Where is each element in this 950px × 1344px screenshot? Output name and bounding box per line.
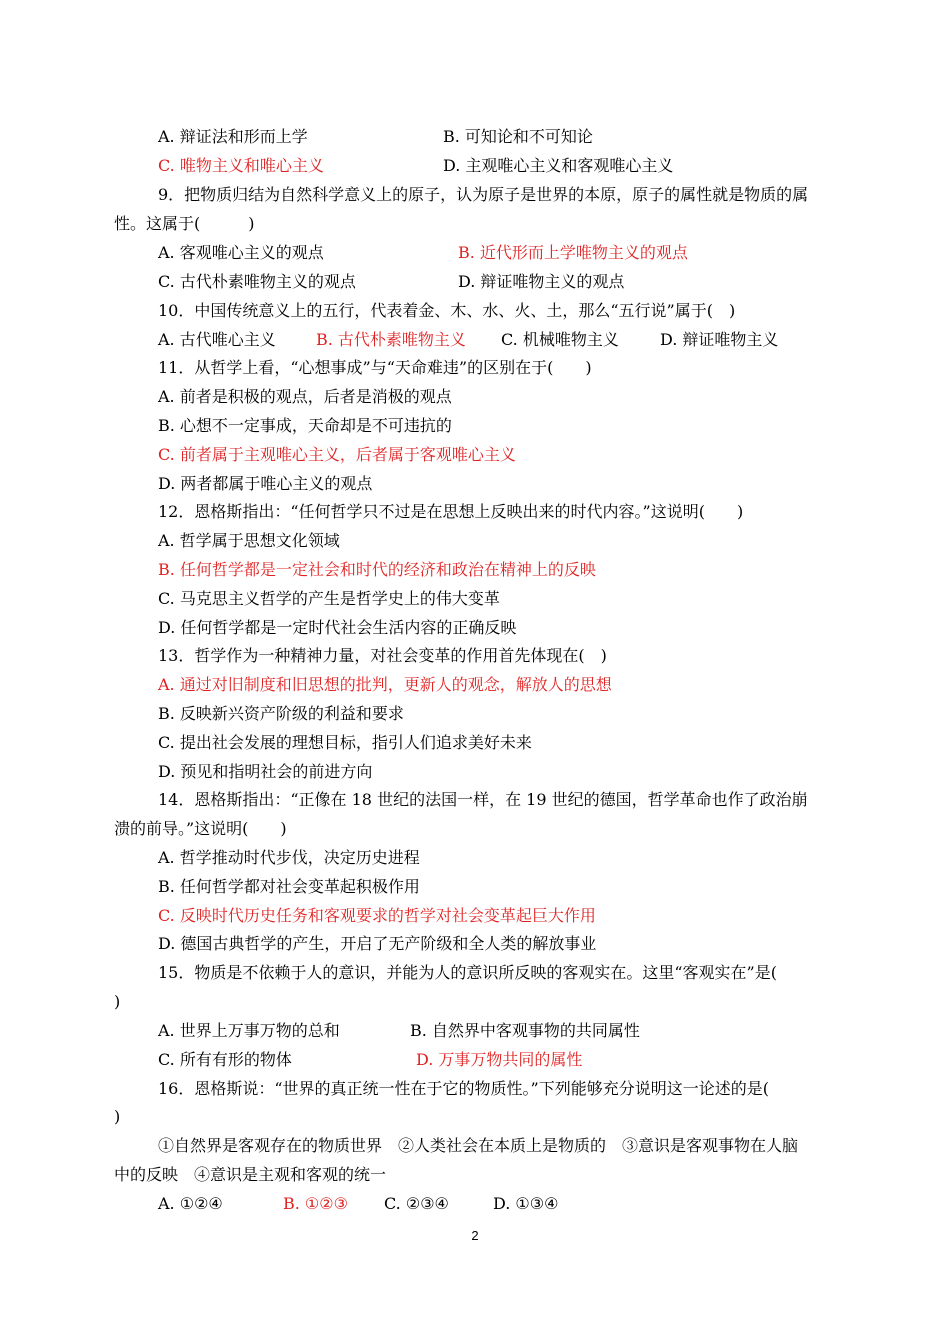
q10-option-a: A. 古代唯心主义 bbox=[158, 330, 276, 349]
q14-option-a: A. 哲学推动时代步伐，决定历史进程 bbox=[158, 848, 420, 867]
q14-option-c-answer: C. 反映时代历史任务和客观要求的哲学对社会变革起巨大作用 bbox=[158, 906, 596, 925]
q11-option-c-answer: C. 前者属于主观唯心主义，后者属于客观唯心主义 bbox=[158, 445, 516, 464]
q14-stem-cont: 溃的前导。”这说明( ) bbox=[114, 819, 287, 838]
q15-option-a: A. 世界上万事万物的总和 bbox=[158, 1021, 340, 1040]
q9-stem: 9．把物质归结为自然科学意义上的原子，认为原子是世界的本原，原子的属性就是物质的属 bbox=[158, 185, 809, 204]
q13-option-a-answer: A. 通过对旧制度和旧思想的批判，更新人的观念，解放人的思想 bbox=[158, 675, 612, 694]
q16-option-a: A. ①②④ bbox=[158, 1194, 223, 1213]
q14-option-d: D. 德国古典哲学的产生，开启了无产阶级和全人类的解放事业 bbox=[158, 934, 597, 953]
q15-stem-cont: ) bbox=[114, 992, 121, 1011]
q15-option-d-answer: D. 万事万物共同的属性 bbox=[416, 1050, 583, 1069]
q13-option-b: B. 反映新兴资产阶级的利益和要求 bbox=[158, 704, 404, 723]
q9-option-a: A. 客观唯心主义的观点 bbox=[158, 243, 324, 262]
q16-stem-cont: ) bbox=[114, 1107, 121, 1126]
q10-option-b-answer: B. 古代朴素唯物主义 bbox=[316, 330, 466, 349]
q11-option-a: A. 前者是积极的观点，后者是消极的观点 bbox=[158, 387, 452, 406]
q16-option-d: D. ①③④ bbox=[493, 1194, 559, 1213]
q16-items-cont: 中的反映 ④意识是主观和客观的统一 bbox=[114, 1165, 387, 1184]
q14-stem: 14．恩格斯指出：“正像在 18 世纪的法国一样，在 19 世纪的德国，哲学革命也作了政治崩 bbox=[158, 790, 808, 809]
q16-option-b-answer: B. ①②③ bbox=[283, 1194, 348, 1213]
q16-items: ①自然界是客观存在的物质世界 ②人类社会在本质上是物质的 ③意识是客观事物在人脑 bbox=[158, 1136, 799, 1155]
q12-option-c: C. 马克思主义哲学的产生是哲学史上的伟大变革 bbox=[158, 589, 500, 608]
q15-stem: 15．物质是不依赖于人的意识，并能为人的意识所反映的客观实在。这里“客观实在”是( bbox=[158, 963, 777, 982]
q8-option-d: D. 主观唯心主义和客观唯心主义 bbox=[443, 156, 674, 175]
q16-stem: 16．恩格斯说：“世界的真正统一性在于它的物质性。”下列能够充分说明这一论述的是( bbox=[158, 1079, 769, 1098]
q12-option-d: D. 任何哲学都是一定时代社会生活内容的正确反映 bbox=[158, 618, 517, 637]
q11-stem: 11．从哲学上看，“心想事成”与“天命难违”的区别在于( ) bbox=[158, 358, 592, 377]
q12-option-a: A. 哲学属于思想文化领域 bbox=[158, 531, 340, 550]
q8-option-c-answer: C. 唯物主义和唯心主义 bbox=[158, 156, 324, 175]
q10-option-c: C. 机械唯物主义 bbox=[501, 330, 619, 349]
q15-option-b: B. 自然界中客观事物的共同属性 bbox=[410, 1021, 640, 1040]
q14-option-b: B. 任何哲学都对社会变革起积极作用 bbox=[158, 877, 420, 896]
q8-option-b: B. 可知论和不可知论 bbox=[443, 127, 593, 146]
q10-stem: 10．中国传统意义上的五行，代表着金、木、水、火、土，那么“五行说”属于( ) bbox=[158, 301, 736, 320]
page-number: 2 bbox=[471, 1228, 479, 1243]
q10-option-d: D. 辩证唯物主义 bbox=[660, 330, 779, 349]
q9-stem-cont: 性。这属于( ) bbox=[114, 214, 255, 233]
q13-option-c: C. 提出社会发展的理想目标，指引人们追求美好未来 bbox=[158, 733, 532, 752]
q12-stem: 12．恩格斯指出：“任何哲学只不过是在思想上反映出来的时代内容。”这说明( ) bbox=[158, 502, 744, 521]
q13-stem: 13．哲学作为一种精神力量，对社会变革的作用首先体现在( ) bbox=[158, 646, 607, 665]
q16-option-c: C. ②③④ bbox=[384, 1194, 449, 1213]
q12-option-b-answer: B. 任何哲学都是一定社会和时代的经济和政治在精神上的反映 bbox=[158, 560, 596, 579]
q15-option-c: C. 所有有形的物体 bbox=[158, 1050, 292, 1069]
q11-option-d: D. 两者都属于唯心主义的观点 bbox=[158, 474, 373, 493]
q8-option-a: A. 辩证法和形而上学 bbox=[158, 127, 308, 146]
q9-option-b-answer: B. 近代形而上学唯物主义的观点 bbox=[458, 243, 688, 262]
q13-option-d: D. 预见和指明社会的前进方向 bbox=[158, 762, 373, 781]
q9-option-c: C. 古代朴素唯物主义的观点 bbox=[158, 272, 356, 291]
q9-option-d: D. 辩证唯物主义的观点 bbox=[458, 272, 625, 291]
q11-option-b: B. 心想不一定事成，天命却是不可违抗的 bbox=[158, 416, 452, 435]
